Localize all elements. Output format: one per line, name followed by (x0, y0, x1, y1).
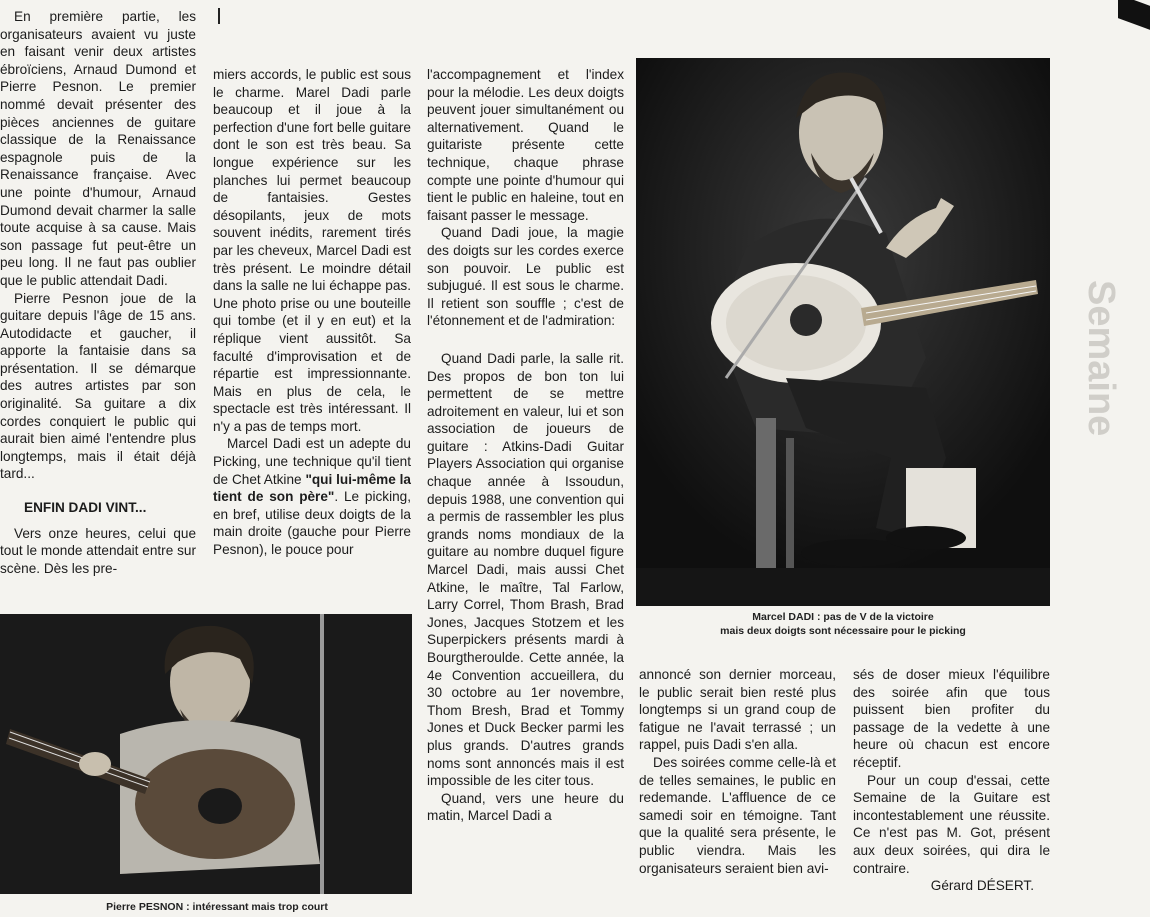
paragraph: annoncé son dernier morceau, le public serait bien resté plus longtemps si un grand coup de fatigue ne l'avait terrassé ; un rappel, puis Dadi s'en alla. (639, 667, 836, 753)
background-bleed-text: Semaine (1080, 280, 1122, 437)
section-heading: ENFIN DADI VINT... (24, 500, 147, 516)
article-column-2 (213, 66, 411, 559)
photo-marcel-dadi (636, 58, 1050, 606)
paragraph: Vers onze heures, celui que tout le monde attendait entre sur scène. Dès les pre- (0, 525, 196, 576)
article-column-4 (639, 666, 836, 877)
pesnon-photo-illustration (0, 614, 412, 894)
article-column-3 (427, 66, 624, 825)
paragraph: l'accompagnement et l'index pour la mélodie. Les deux doigts peuvent jouer simultanément ou alternativement. Quand le guitariste présente cette technique, chaque phrase compte une pointe d'humour qui tient le public en haleine, tout en faisant passer le message. (427, 67, 624, 223)
scan-mark (218, 8, 220, 24)
paragraph: sés de doser mieux l'équilibre des soirée afin que tous puissent bien profiter du passage de la vedette à une heure où chacun est encore réceptif. (853, 667, 1050, 770)
paragraph: Des soirées comme celle-là et de telles semaines, le public en redemande. L'affluence de ce samedi soir en témoigne. Tant que la qualité sera présente, le public viendra. Mais les organisateurs seraient bien avi- (639, 754, 836, 876)
scan-mark-corner (1118, 0, 1150, 30)
paragraph: En première partie, les organisateurs avaient vu juste en faisant venir deux artistes ébroïciens, Arnaud Dumond et Pierre Pesnon. Le premier nommé devait présenter des pièces anciennes de guitare classique de la Renaissance espagnole puis de la Renaissance française. Avec une pointe d'humour, Arnaud Dumond devait charmer la salle toute acquise à sa cause. Mais son passage fut peut-être un peu long. Il ne faut pas oublier que le public attendait Dadi. (0, 9, 196, 288)
paragraph: Quand Dadi joue, la magie des doigts sur les cordes exerce son pouvoir. Le public est subjugué. Il est sous le charme. Il retient son souffle ; c'est de l'étonnement et de l'admiration: (427, 225, 624, 329)
dadi-photo-illustration (636, 58, 1050, 606)
article-column-1 (0, 8, 196, 577)
author-signature: Gérard DÉSERT. (930, 878, 1034, 894)
caption-line: mais deux doigts sont nécessaire pour le picking (720, 625, 966, 637)
paragraph-text: Marcel Dadi est un adepte du Picking, une technique qu'il tient de Chet Atkine (213, 436, 411, 487)
paragraph: Quand, vers une heure du matin, Marcel Dadi a (427, 790, 624, 824)
quote-bold: "qui lui-même la tient de son père" (213, 471, 411, 505)
article-column-5 (853, 666, 1050, 895)
caption-marcel-dadi (636, 610, 1050, 638)
caption-line: Marcel DADI : pas de V de la victoire (752, 611, 934, 623)
paragraph: Quand Dadi parle, la salle rit. Des propos de bon ton lui permettent de se mettre adroitement en valeur, lui et son association de joueurs de guitare : Atkins-Dadi Guitar Players Association qui organise chaque année à Issoudun, depuis 1988, une convention qui a permis de rassembler les plus grands noms mondiaux de la guitare au nombre duquel figure Marcel Dadi, mais aussi Chet Atkine, le maître, Tal Farlow, Larry Correl, Thom Brash, Brad Jones, Jacques Stotzem et les Superpickers présents mardi à Bourgtheroulde. Cette année, la 4e Convention accueillera, du 30 octobre au 1er novembre, Thom Bresh, Brad et Tommy Jones et Duck Becker parmi les plus grands. D'autres grands noms sont annoncés mais il est impossible de les citer tous. (427, 350, 624, 789)
photo-pierre-pesnon (0, 614, 412, 894)
paragraph: miers accords, le public est sous le charme. Marel Dadi parle beaucoup et il joue à la perfection d'une fort belle guitare dont le son est très beau. Sa longue expérience sur les planches lui permet beaucoup de fantaisies. Gestes désopilants, jeux de mots souvent inédits, rarement tirés par les cheveux, Marcel Dadi est très présent. Le moindre détail dans la salle ne lui échappe pas. Une photo prise ou une bouteille qui tombe (et il y en eut) et la réplique vient aussitôt. Sa faculté d'improvisation et de répartie est impressionnante. Mais en plus de cela, le spectacle est très intéressant. Il n'y a pas de temps mort. (213, 67, 411, 434)
paragraph: Pierre Pesnon joue de la guitare depuis l'âge de 15 ans. Autodidacte et gaucher, il apporte la fantaisie dans sa présentation. Il se démarque des autres artistes par son originalité. Sa guitare a dix cordes conquiert le public qui aurait bien aimé l'entendre plus longtemps, mais il était déjà tard... (0, 290, 196, 482)
paragraph-text: . Le picking, en bref, utilise deux doigts de la main droite (gauche pour Pierre Pesnon), le pouce pour (213, 489, 411, 558)
paragraph: Pour un coup d'essai, cette Semaine de la Guitare est incontestablement une réussite. Ce n'est pas M. Got, présent aux deux soirées, qui dira le contraire. (853, 772, 1050, 876)
paragraph (213, 435, 411, 558)
caption-pierre-pesnon: Pierre PESNON : intéressant mais trop court (106, 901, 328, 913)
